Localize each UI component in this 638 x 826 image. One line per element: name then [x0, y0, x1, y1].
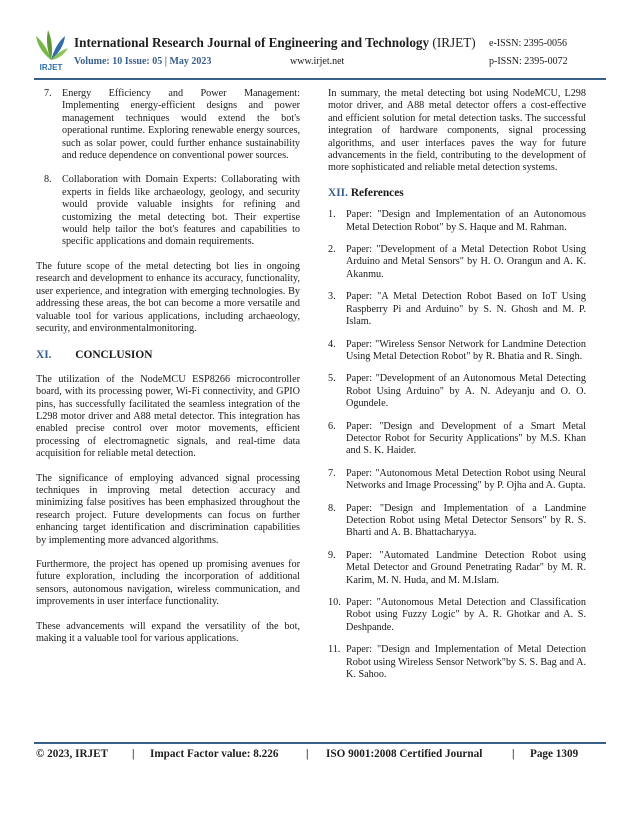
reference-item	[328, 597, 586, 634]
reference-number: 7.	[328, 467, 336, 479]
reference-text: Paper: "Autonomous Metal Detection and Classification Robot using Fuzzy Logic" by A. R. Ghotkar and A. S. Deshpande.	[346, 597, 586, 633]
conclusion-paragraph: The significance of employing advanced signal processing techniques in improving metal detection accuracy and minimizing false positives has been emphasized throughout the research project. Future developments can focus on further enhancing target identification and discrimination capabilities by implementing more advanced algorithms.	[36, 472, 300, 546]
future-scope-paragraph: The future scope of the metal detecting bot lies in ongoing research and development to enhance its accuracy, functionality, user experience, and integration with emerging technologies. By addressing these areas, the bot can become a more versatile and valuable tool for various applications, including archaeology, security, and environmentalmonitoring.	[36, 260, 300, 334]
list-item-text: Collaboration with Domain Experts: Collaborating with experts in fields like archaeology, geology, and security would provide valuable insights for refining and customizing the metal detecting bot. Their expertise would help tailor the bot's features and capabilities to specific applications and domain requirements.	[62, 174, 300, 248]
section-title: CONCLUSION	[75, 349, 153, 362]
summary-paragraph: In summary, the metal detecting bot using NodeMCU, L298 motor driver, and A88 metal detector offers a cost-effective and efficient solution for metal detection tasks. The successful integration of hardware components, signal processing algorithms, and user interfaces paves the way for future advancements in the field, contributing to the development of more sophisticated and reliable metal detection systems.	[328, 88, 586, 174]
footer-separator: |	[132, 748, 135, 760]
list-item-text: Energy Efficiency and Power Management: Implementing energy-efficient designs and power management techniques would extend the bot's operational runtime. Exploring renewable energy sources, such as solar power, could further enhance sustainability and reduce dependence on conventional power sources.	[62, 88, 300, 162]
reference-item	[328, 373, 586, 410]
reference-item	[328, 503, 586, 540]
website-link[interactable]: www.irjet.net	[290, 56, 345, 67]
section-number: XI.	[36, 349, 52, 362]
section-heading-references	[328, 187, 586, 199]
footer-copyright: © 2023, IRJET	[36, 748, 109, 760]
conclusion-paragraph: These advancements will expand the versatility of the bot, making it a valuable tool for various applications.	[36, 620, 300, 645]
pissn: p-ISSN: 2395-0072	[489, 56, 568, 67]
reference-text: Paper: "A Metal Detection Robot Based on IoT Using Raspberry Pi and Arduino" by S. N. Ghosh and M. P. Islam.	[346, 291, 586, 328]
reference-number: 9.	[328, 549, 336, 561]
reference-text: Paper: "Development of a Metal Detection Robot Using Arduino and Metal Sensors" by H. O. Orangun and A. K. Akanmu.	[346, 244, 586, 280]
reference-item	[328, 339, 586, 364]
reference-item	[328, 421, 586, 458]
section-heading-conclusion	[36, 349, 300, 361]
section-title: References	[350, 186, 404, 199]
page-header	[34, 30, 608, 74]
reference-text: Paper: "Development of an Autonomous Metal Detecting Robot Using Arduino" by A. N. Adeyanju and O. O. Ogundele.	[346, 373, 586, 410]
reference-item	[328, 244, 586, 281]
footer-impact-factor: Impact Factor value: 8.226	[150, 748, 279, 760]
footer-separator: |	[306, 748, 309, 760]
irjet-logo-icon	[34, 30, 68, 72]
list-item-number: 7.	[44, 88, 52, 99]
reference-text: Paper: "Automated Landmine Detection Robot using Metal Detector and Ground Penetrating Radar" by M. R. Karim, M. N. Huda, and M. M.Islam.	[346, 549, 586, 586]
reference-text: Paper: "Autonomous Metal Detection Robot using Neural Networks and Image Processing" by P. Ojha and A. Gupta.	[346, 467, 586, 492]
volume-issue: Volume: 10 Issue: 05 | May 2023	[74, 56, 212, 67]
conclusion-paragraph: Furthermore, the project has opened up promising avenues for future exploration, including the incorporation of additional sensors, autonomous navigation, wireless communication, and improvements in user interface functionality.	[36, 559, 300, 608]
reference-item	[328, 550, 586, 587]
reference-item	[328, 644, 586, 681]
footer-separator: |	[512, 748, 515, 760]
reference-text: Paper: "Design and Implementation of Metal Detection Robot using Wireless Sensor Network"by S. S. Bag and A. K. Sahoo.	[346, 644, 586, 681]
reference-text: Paper: "Design and Implementation of an Autonomous Metal Detection Robot" by S. Haque and M. Rahman.	[346, 209, 586, 233]
conclusion-paragraph: The utilization of the NodeMCU ESP8266 microcontroller board, with its processing power, Wi-Fi connectivity, and GPIO pins, has successfully facilitated the seamless integration of the L298 motor driver and A88 metal detector. This integration has enabled precise control over motor movements, efficient processing of electromagnetic signals, and real-time data acquisition for reliable metal detection.	[36, 373, 300, 460]
reference-item	[328, 209, 586, 234]
reference-text: Paper: "Wireless Sensor Network for Landmine Detection Using Metal Detection Robot" by R. Bhatia and R. Singh.	[346, 338, 586, 362]
reference-number: 10.	[328, 597, 341, 608]
reference-number: 6.	[328, 420, 336, 432]
reference-number: 1.	[328, 209, 336, 221]
reference-number: 4.	[328, 338, 336, 350]
logo-text: IRJET	[39, 63, 63, 72]
reference-number: 11.	[328, 644, 341, 656]
eissn: e-ISSN: 2395-0056	[489, 38, 568, 49]
list-item-number: 8.	[44, 174, 52, 186]
list-item	[36, 174, 300, 248]
reference-list	[328, 209, 586, 681]
header-divider	[34, 78, 606, 80]
reference-number: 5.	[328, 373, 336, 385]
reference-number: 8.	[328, 502, 336, 514]
journal-title-text: International Research Journal of Engineering and Technology	[74, 35, 430, 50]
left-column	[36, 88, 300, 645]
section-number: XII.	[328, 186, 348, 199]
list-item	[36, 88, 300, 162]
reference-item	[328, 468, 586, 493]
reference-number: 3.	[328, 291, 336, 303]
reference-number: 2.	[328, 244, 336, 256]
right-column	[328, 88, 586, 681]
footer-iso: ISO 9001:2008 Certified Journal	[326, 748, 483, 760]
footer-page-number: Page 1309	[530, 748, 579, 760]
reference-text: Paper: "Design and Implementation of a Landmine Detection Robot using Metal Detector Sensors" by R. S. Bharti and A. B. Bhattacharyya.	[346, 502, 586, 539]
journal-title	[74, 35, 476, 51]
journal-tag: (IRJET)	[432, 35, 476, 50]
reference-item	[328, 291, 586, 328]
reference-text: Paper: "Design and Development of a Smart Metal Detector Robot for Security Applications" by M.S. Khan and S. K. Haider.	[346, 420, 586, 457]
footer-divider	[34, 742, 606, 744]
